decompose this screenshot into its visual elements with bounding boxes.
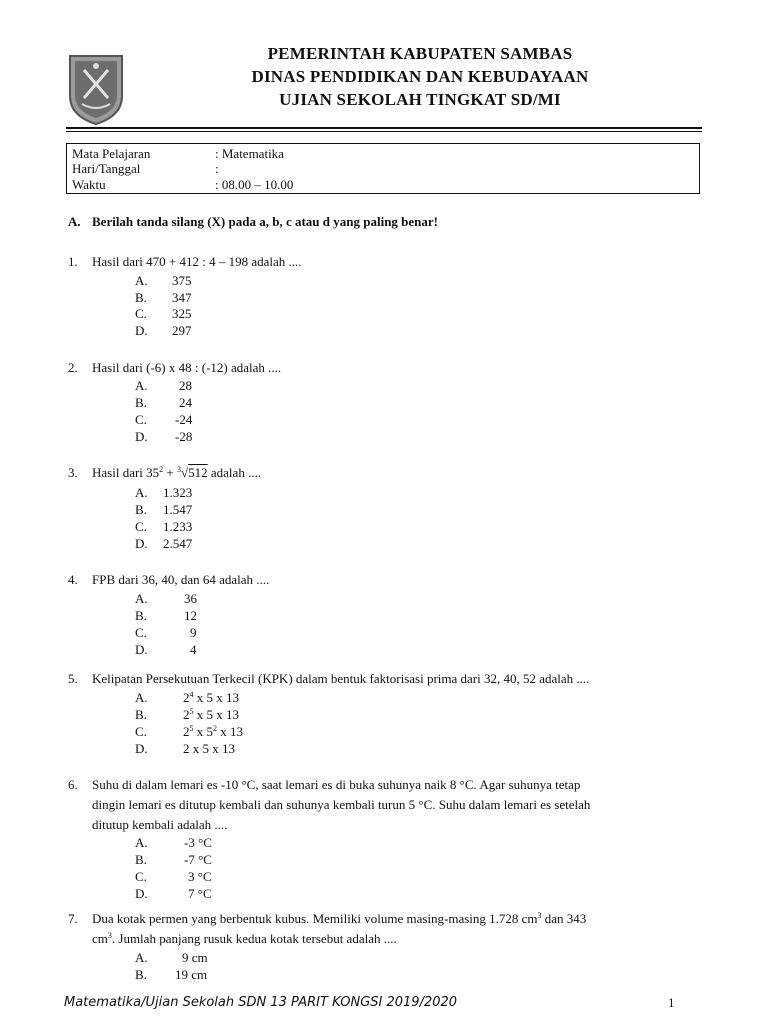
q5-option-c-base: 2: [183, 724, 190, 739]
q1-option-b: 347: [172, 290, 192, 305]
q5-option-d-letter: D.: [135, 741, 148, 756]
q2-option-d: -28: [175, 429, 193, 444]
q6-number: 6.: [68, 777, 78, 792]
q5-number: 5.: [68, 671, 78, 686]
q3-option-a-letter: A.: [135, 485, 148, 500]
q6-option-d: 7 °C: [188, 886, 212, 901]
q4-option-d-letter: D.: [135, 642, 148, 657]
header-rule-thin: [66, 131, 702, 132]
section-instruction: Berilah tanda silang (X) pada a, b, c atau d yang paling benar!: [92, 214, 439, 229]
q3-text-part-a: Hasil dari 35: [92, 465, 160, 480]
q5-option-c-mid: x 5: [193, 724, 213, 739]
day-value: :: [215, 161, 219, 176]
q7-option-a-letter: A.: [135, 950, 148, 965]
q4-option-b: 12: [184, 608, 197, 623]
q7-line-2: [92, 931, 397, 947]
q4-option-c-letter: C.: [135, 625, 147, 640]
q7-number: 7.: [68, 911, 78, 926]
q1-option-c-letter: C.: [135, 306, 147, 321]
q5-option-c-exponent: 5: [189, 724, 194, 733]
q7-line-1-b: dan 343: [541, 911, 587, 926]
q1-option-d-letter: D.: [135, 323, 148, 338]
q7-line-2-exponent: 3: [107, 931, 112, 940]
q2-option-b-letter: B.: [135, 395, 147, 410]
q2-option-a-letter: A.: [135, 378, 148, 393]
q7-option-a: 9 cm: [182, 950, 208, 965]
q5-option-b-rest: x 5 x 13: [193, 707, 239, 722]
q6-option-b: -7 °C: [184, 852, 212, 867]
q6-line-1: Suhu di dalam lemari es -10 °C, saat lemari es di buka suhunya naik 8 °C. Agar suhunya tetap: [92, 777, 581, 792]
q4-option-b-letter: B.: [135, 608, 147, 623]
q5-option-b-base: 2: [183, 707, 190, 722]
q4-option-a: 36: [184, 591, 197, 606]
q5-option-a-rest: x 5 x 13: [193, 690, 239, 705]
q1-option-a: 375: [172, 273, 192, 288]
q5-option-a-letter: A.: [135, 690, 148, 705]
q3-root-index: 3: [177, 465, 181, 474]
q7-line-1-a: Dua kotak permen yang berbentuk kubus. Memiliki volume masing-masing 1.728 cm: [92, 911, 538, 926]
q3-option-a: 1.323: [163, 485, 193, 500]
subject-value: : Matematika: [215, 146, 284, 161]
q5-option-c-letter: C.: [135, 724, 147, 739]
header-rule-thick: [66, 127, 702, 129]
q2-option-d-letter: D.: [135, 429, 148, 444]
q1-option-a-letter: A.: [135, 273, 148, 288]
q3-number: 3.: [68, 465, 78, 480]
q4-option-c: 9: [190, 625, 197, 640]
q1-option-c: 325: [172, 306, 192, 321]
q3-text: [92, 465, 261, 481]
q2-option-c-letter: C.: [135, 412, 147, 427]
q3-option-b: 1.547: [163, 502, 193, 517]
section-letter: A.: [68, 214, 81, 229]
q7-line-2-a: cm: [92, 931, 108, 946]
q2-option-a: 28: [179, 378, 192, 393]
q4-number: 4.: [68, 572, 78, 587]
q1-option-d: 297: [172, 323, 192, 338]
q5-option-a: [183, 690, 239, 706]
q6-option-c-letter: C.: [135, 869, 147, 884]
q3-option-c-letter: C.: [135, 519, 147, 534]
q6-option-a-letter: A.: [135, 835, 148, 850]
q6-option-d-letter: D.: [135, 886, 148, 901]
time-label: Waktu: [72, 177, 106, 192]
q7-option-b: 19 cm: [175, 967, 208, 982]
q5-option-b-exponent: 5: [189, 707, 194, 716]
q6-option-b-letter: B.: [135, 852, 147, 867]
q4-option-d: 4: [190, 642, 197, 657]
q3-text-part-c: adalah ....: [207, 465, 262, 480]
exam-info-box: [66, 143, 700, 194]
header-line-1: PEMERINTAH KABUPATEN SAMBAS: [267, 44, 573, 63]
q2-option-b: 24: [179, 395, 192, 410]
q6-line-3: ditutup kembali adalah ....: [92, 817, 228, 832]
q2-text: Hasil dari (-6) x 48 : (-12) adalah ....: [92, 360, 282, 375]
page-number: 1: [668, 995, 675, 1010]
q4-option-a-letter: A.: [135, 591, 148, 606]
page-footer: Matematika/Ujian Sekolah SDN 13 PARIT KONGSI 2019/2020: [64, 995, 458, 1010]
q3-root-value: 512: [188, 465, 208, 480]
q3-option-d: 2.547: [163, 536, 193, 551]
subject-label: Mata Pelajaran: [72, 146, 151, 161]
q3-option-c: 1.233: [163, 519, 193, 534]
q7-option-b-letter: B.: [135, 967, 147, 982]
header-line-2: DINAS PENDIDIKAN DAN KEBUDAYAAN: [251, 67, 589, 86]
q3-text-part-b: +: [163, 465, 177, 480]
q5-option-c: [183, 724, 243, 740]
q1-text: Hasil dari 470 + 412 : 4 – 198 adalah ....: [92, 254, 302, 269]
time-value: : 08.00 – 10.00: [215, 177, 294, 192]
q2-option-c: -24: [175, 412, 193, 427]
q2-number: 2.: [68, 360, 78, 375]
q3-option-d-letter: D.: [135, 536, 148, 551]
q1-number: 1.: [68, 254, 78, 269]
q6-option-c: 3 °C: [188, 869, 212, 884]
q5-option-b: [183, 707, 239, 723]
day-label: Hari/Tanggal: [72, 161, 141, 176]
q5-option-a-base: 2: [183, 690, 190, 705]
q3-root-sign: √: [181, 465, 189, 480]
q5-option-d: 2 x 5 x 13: [183, 741, 235, 756]
q7-line-1-exponent: 3: [537, 911, 542, 920]
q6-option-a: -3 °C: [184, 835, 212, 850]
q4-text: FPB dari 36, 40, dan 64 adalah ....: [92, 572, 270, 587]
q3-option-b-letter: B.: [135, 502, 147, 517]
header-line-3: UJIAN SEKOLAH TINGKAT SD/MI: [279, 90, 561, 109]
q1-option-b-letter: B.: [135, 290, 147, 305]
q7-line-2-b: . Jumlah panjang rusuk kedua kotak tersebut adalah ....: [111, 931, 397, 946]
regency-emblem-icon: [66, 52, 126, 126]
q5-option-a-exponent: 4: [189, 690, 194, 699]
q5-option-c-exponent-2: 2: [213, 724, 217, 733]
q5-option-b-letter: B.: [135, 707, 147, 722]
q5-option-c-rest: x 13: [217, 724, 243, 739]
q6-line-2: dingin lemari es ditutup kembali dan suhunya kembali turun 5 °C. Suhu dalam lemari es setelah: [92, 797, 591, 812]
q7-line-1: [92, 911, 586, 927]
q5-text: Kelipatan Persekutuan Terkecil (KPK) dalam bentuk faktorisasi prima dari 32, 40, 52 adalah ....: [92, 671, 590, 686]
q3-exponent: 2: [159, 465, 164, 474]
